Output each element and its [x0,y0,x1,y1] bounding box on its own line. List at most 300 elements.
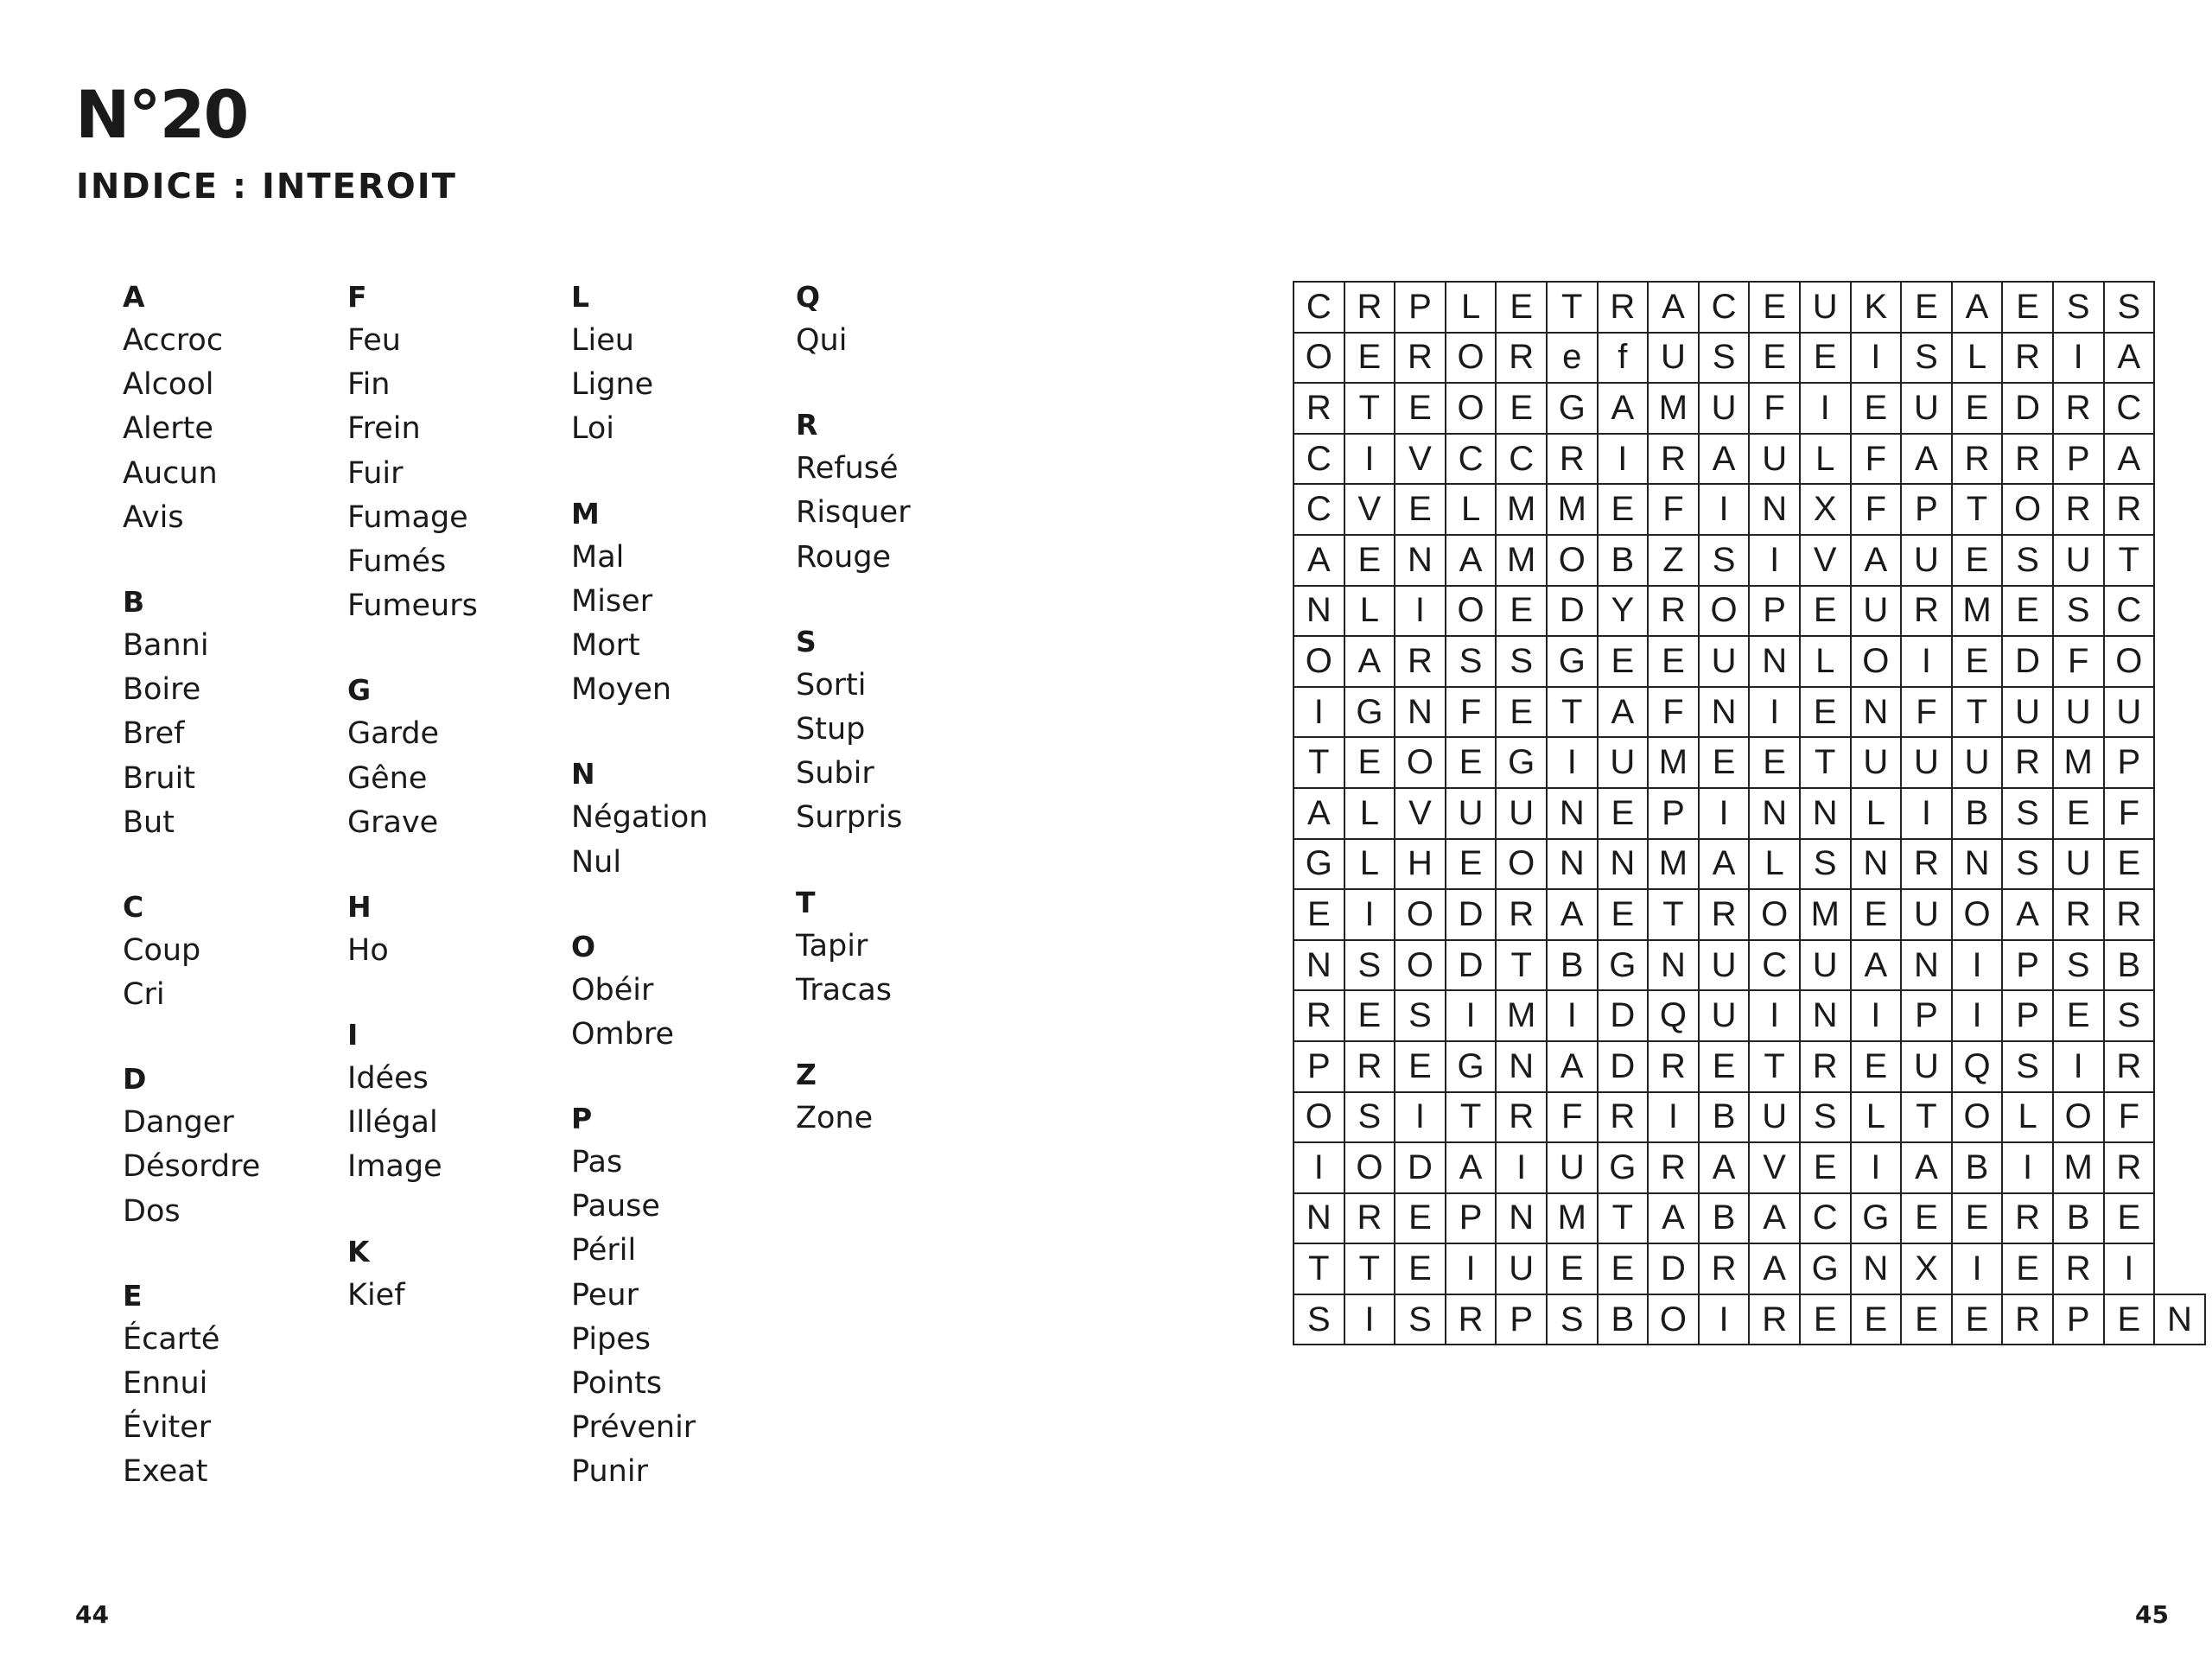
grid-cell[interactable]: A [1294,535,1344,586]
grid-cell[interactable]: L [1800,434,1851,485]
grid-cell[interactable]: C [1294,484,1344,535]
grid-cell[interactable]: A [1598,383,1649,434]
grid-cell[interactable]: L [1446,484,1497,535]
grid-cell[interactable]: O [1749,889,1800,940]
grid-cell[interactable]: D [1598,1041,1649,1092]
grid-cell[interactable]: X [1800,484,1851,535]
grid-cell[interactable]: E [1395,383,1446,434]
grid-cell[interactable]: U [1496,1243,1547,1294]
grid-cell[interactable]: O [1294,1092,1344,1143]
grid-cell[interactable]: R [1598,282,1649,333]
grid-cell[interactable]: E [2053,788,2104,839]
grid-cell[interactable]: Z [1648,535,1699,586]
grid-cell[interactable]: T [1952,484,2003,535]
grid-cell[interactable]: P [2053,434,2104,485]
grid-cell[interactable]: B [1699,1092,1750,1143]
grid-cell[interactable]: Q [1648,990,1699,1041]
grid-cell[interactable]: T [1598,1193,1649,1244]
grid-cell[interactable]: R [2002,737,2053,788]
grid-cell[interactable]: R [2104,1041,2155,1092]
grid-cell[interactable]: U [1699,383,1750,434]
grid-cell[interactable]: P [1496,1294,1547,1345]
grid-cell[interactable]: R [1699,1243,1750,1294]
grid-cell[interactable]: S [2104,990,2155,1041]
grid-cell[interactable]: E [1496,586,1547,637]
grid-cell[interactable]: A [1851,940,1902,991]
grid-cell[interactable]: T [1294,1243,1344,1294]
grid-cell[interactable]: A [2104,434,2155,485]
grid-cell[interactable]: O [1952,1092,2003,1143]
grid-cell[interactable]: I [1395,586,1446,637]
grid-cell[interactable]: B [1598,535,1649,586]
grid-cell[interactable]: B [2104,940,2155,991]
grid-cell[interactable]: A [1901,434,1952,485]
grid-cell[interactable]: T [1749,1041,1800,1092]
grid-cell[interactable]: O [1446,383,1497,434]
grid-cell[interactable]: E [1851,889,1902,940]
grid-cell[interactable]: V [1800,535,1851,586]
grid-cell[interactable]: Q [1952,1041,2003,1092]
grid-cell[interactable]: D [1598,990,1649,1041]
grid-cell[interactable]: A [1749,1193,1800,1244]
grid-cell[interactable]: A [1547,889,1598,940]
grid-cell[interactable]: R [1901,586,1952,637]
grid-cell[interactable]: N [1749,636,1800,687]
grid-cell[interactable]: E [1952,636,2003,687]
grid-cell[interactable]: E [1395,1243,1446,1294]
grid-cell[interactable]: U [1547,1142,1598,1193]
grid-cell[interactable]: S [1395,990,1446,1041]
grid-cell[interactable]: R [1648,1041,1699,1092]
grid-cell[interactable]: N [1800,990,1851,1041]
grid-cell[interactable]: R [2002,333,2053,384]
grid-cell[interactable]: D [1446,889,1497,940]
grid-cell[interactable]: T [1547,282,1598,333]
grid-cell[interactable]: O [2053,1092,2104,1143]
grid-cell[interactable]: T [2104,535,2155,586]
grid-cell[interactable]: F [1446,687,1497,738]
grid-cell[interactable]: G [1800,1243,1851,1294]
grid-cell[interactable]: I [1496,1142,1547,1193]
grid-cell[interactable]: U [1749,434,1800,485]
grid-cell[interactable]: A [1344,636,1395,687]
grid-cell[interactable]: V [1395,434,1446,485]
grid-cell[interactable]: U [1496,788,1547,839]
grid-cell[interactable]: S [2002,788,2053,839]
grid-cell[interactable]: U [1800,940,1851,991]
grid-cell[interactable]: I [1547,737,1598,788]
grid-cell[interactable]: U [1699,990,1750,1041]
grid-cell[interactable]: R [1294,990,1344,1041]
grid-cell[interactable]: U [2002,687,2053,738]
grid-cell[interactable]: O [1446,333,1497,384]
grid-cell[interactable]: R [2053,383,2104,434]
grid-cell[interactable]: E [1496,282,1547,333]
grid-cell[interactable]: M [1496,990,1547,1041]
grid-cell[interactable]: M [2053,1142,2104,1193]
grid-cell[interactable]: I [1952,940,2003,991]
grid-cell[interactable]: Y [1598,586,1649,637]
grid-cell[interactable]: U [1699,940,1750,991]
grid-cell[interactable]: A [1901,1142,1952,1193]
grid-cell[interactable]: A [1699,839,1750,890]
grid-cell[interactable]: N [1294,586,1344,637]
grid-cell[interactable]: T [1446,1092,1497,1143]
grid-cell[interactable]: L [1344,586,1395,637]
grid-cell[interactable]: E [1952,1294,2003,1345]
grid-cell[interactable]: R [1648,1142,1699,1193]
grid-cell[interactable]: E [1800,333,1851,384]
grid-cell[interactable]: I [1901,636,1952,687]
grid-cell[interactable]: N [1851,687,1902,738]
grid-cell[interactable]: E [2104,1193,2155,1244]
grid-cell[interactable]: A [1699,434,1750,485]
grid-cell[interactable]: U [1901,383,1952,434]
grid-cell[interactable]: M [1800,889,1851,940]
grid-cell[interactable]: R [2104,484,2155,535]
grid-cell[interactable]: I [2053,1041,2104,1092]
grid-cell[interactable]: R [1446,1294,1497,1345]
grid-cell[interactable]: I [1699,788,1750,839]
grid-cell[interactable]: f [1598,333,1649,384]
grid-cell[interactable]: E [1344,990,1395,1041]
grid-cell[interactable]: V [1344,484,1395,535]
grid-cell[interactable]: I [1800,383,1851,434]
grid-cell[interactable]: I [1749,535,1800,586]
grid-cell[interactable]: E [1446,839,1497,890]
grid-cell[interactable]: R [1648,586,1699,637]
grid-cell[interactable]: I [1749,990,1800,1041]
grid-cell[interactable]: E [1344,333,1395,384]
grid-cell[interactable]: E [1952,383,2003,434]
grid-cell[interactable]: G [1344,687,1395,738]
grid-cell[interactable]: e [1547,333,1598,384]
grid-cell[interactable]: O [1395,889,1446,940]
grid-cell[interactable]: B [2053,1193,2104,1244]
grid-cell[interactable]: R [1901,839,1952,890]
grid-cell[interactable]: E [1344,737,1395,788]
grid-cell[interactable]: N [1648,940,1699,991]
grid-cell[interactable]: I [1395,1092,1446,1143]
grid-cell[interactable]: E [1344,535,1395,586]
grid-cell[interactable]: B [1952,788,2003,839]
grid-cell[interactable]: R [2053,1243,2104,1294]
grid-cell[interactable]: T [1344,1243,1395,1294]
grid-cell[interactable]: N [1851,1243,1902,1294]
grid-cell[interactable]: R [1395,636,1446,687]
grid-cell[interactable]: N [1294,1193,1344,1244]
grid-cell[interactable]: G [1496,737,1547,788]
grid-cell[interactable]: C [1749,940,1800,991]
grid-cell[interactable]: I [1344,889,1395,940]
grid-cell[interactable]: E [1648,636,1699,687]
grid-cell[interactable]: N [1547,839,1598,890]
grid-cell[interactable]: I [1952,990,2003,1041]
grid-cell[interactable]: U [1851,737,1902,788]
grid-cell[interactable]: E [1851,1294,1902,1345]
grid-cell[interactable]: M [1648,737,1699,788]
grid-cell[interactable]: E [1598,1243,1649,1294]
grid-cell[interactable]: M [1648,839,1699,890]
grid-cell[interactable]: P [2002,940,2053,991]
grid-cell[interactable]: S [1294,1294,1344,1345]
grid-cell[interactable]: I [1446,990,1497,1041]
grid-cell[interactable]: R [2104,1142,2155,1193]
grid-cell[interactable]: T [1952,687,2003,738]
grid-cell[interactable]: L [1446,282,1497,333]
grid-cell[interactable]: U [1598,737,1649,788]
grid-cell[interactable]: N [1749,484,1800,535]
grid-cell[interactable]: L [1952,333,2003,384]
grid-cell[interactable]: R [2053,889,2104,940]
grid-cell[interactable]: R [1496,889,1547,940]
grid-cell[interactable]: U [1446,788,1497,839]
grid-cell[interactable]: N [1547,788,1598,839]
grid-cell[interactable]: O [1699,586,1750,637]
grid-cell[interactable]: E [1395,1193,1446,1244]
grid-cell[interactable]: A [1648,282,1699,333]
grid-cell[interactable]: G [1598,1142,1649,1193]
grid-cell[interactable]: S [1699,333,1750,384]
grid-cell[interactable]: E [1952,1193,2003,1244]
grid-cell[interactable]: G [1851,1193,1902,1244]
grid-cell[interactable]: E [1800,1294,1851,1345]
grid-cell[interactable]: E [1395,1041,1446,1092]
grid-cell[interactable]: O [1496,839,1547,890]
grid-cell[interactable]: I [1547,990,1598,1041]
grid-cell[interactable]: P [1648,788,1699,839]
grid-cell[interactable]: E [1749,333,1800,384]
grid-cell[interactable]: U [1901,737,1952,788]
grid-cell[interactable]: N [1800,788,1851,839]
grid-cell[interactable]: A [1547,1041,1598,1092]
grid-cell[interactable]: E [1598,484,1649,535]
grid-cell[interactable]: O [1648,1294,1699,1345]
grid-cell[interactable]: F [2053,636,2104,687]
grid-cell[interactable]: I [1344,1294,1395,1345]
grid-cell[interactable]: M [2053,737,2104,788]
grid-cell[interactable]: L [1344,788,1395,839]
grid-cell[interactable]: R [2002,434,2053,485]
grid-cell[interactable]: M [1496,484,1547,535]
grid-cell[interactable]: U [1749,1092,1800,1143]
grid-cell[interactable]: R [2002,1294,2053,1345]
grid-cell[interactable]: R [1598,1092,1649,1143]
grid-cell[interactable]: S [2053,586,2104,637]
grid-cell[interactable]: A [1699,1142,1750,1193]
grid-cell[interactable]: U [1901,535,1952,586]
grid-cell[interactable]: N [1598,839,1649,890]
grid-cell[interactable]: E [1901,282,1952,333]
grid-cell[interactable]: L [1851,1092,1902,1143]
grid-cell[interactable]: F [1851,484,1902,535]
grid-cell[interactable]: A [1598,687,1649,738]
grid-cell[interactable]: R [1344,282,1395,333]
grid-cell[interactable]: I [1294,1142,1344,1193]
grid-cell[interactable]: S [2053,940,2104,991]
grid-cell[interactable]: I [1648,1092,1699,1143]
grid-cell[interactable]: N [1851,839,1902,890]
grid-cell[interactable]: C [1446,434,1497,485]
grid-cell[interactable]: V [1395,788,1446,839]
grid-cell[interactable]: E [1749,737,1800,788]
grid-cell[interactable]: I [1294,687,1344,738]
grid-cell[interactable]: E [1699,737,1750,788]
grid-cell[interactable]: E [2002,586,2053,637]
grid-cell[interactable]: X [1901,1243,1952,1294]
grid-cell[interactable]: S [2002,839,2053,890]
grid-cell[interactable]: S [1344,1092,1395,1143]
grid-cell[interactable]: O [2104,636,2155,687]
grid-cell[interactable]: A [1749,1243,1800,1294]
grid-cell[interactable]: P [2104,737,2155,788]
grid-cell[interactable]: F [2104,1092,2155,1143]
grid-cell[interactable]: O [1851,636,1902,687]
grid-cell[interactable]: A [1294,788,1344,839]
grid-cell[interactable]: C [1699,282,1750,333]
grid-cell[interactable]: V [1749,1142,1800,1193]
grid-cell[interactable]: R [1648,434,1699,485]
grid-cell[interactable]: N [1496,1041,1547,1092]
grid-cell[interactable]: P [1446,1193,1497,1244]
grid-cell[interactable]: A [2104,333,2155,384]
grid-cell[interactable]: B [1699,1193,1750,1244]
grid-cell[interactable]: C [1294,282,1344,333]
grid-cell[interactable]: E [2104,1294,2155,1345]
grid-cell[interactable]: S [1446,636,1497,687]
grid-cell[interactable]: E [2053,990,2104,1041]
grid-cell[interactable]: R [1952,434,2003,485]
grid-cell[interactable]: I [1952,1243,2003,1294]
grid-cell[interactable]: N [1901,940,1952,991]
grid-cell[interactable]: E [1547,1243,1598,1294]
grid-cell[interactable]: P [1901,990,1952,1041]
grid-cell[interactable]: L [1800,636,1851,687]
grid-cell[interactable]: G [1446,1041,1497,1092]
grid-cell[interactable]: D [1446,940,1497,991]
grid-cell[interactable]: M [1547,484,1598,535]
grid-cell[interactable]: I [1699,484,1750,535]
grid-cell[interactable]: O [1294,636,1344,687]
grid-cell[interactable]: R [1496,333,1547,384]
grid-cell[interactable]: F [1851,434,1902,485]
grid-cell[interactable]: E [1598,788,1649,839]
grid-cell[interactable]: L [2002,1092,2053,1143]
grid-cell[interactable]: S [1547,1294,1598,1345]
grid-cell[interactable]: E [1699,1041,1750,1092]
grid-cell[interactable]: R [1699,889,1750,940]
grid-cell[interactable]: R [1800,1041,1851,1092]
grid-cell[interactable]: N [2154,1294,2205,1345]
grid-cell[interactable]: I [1749,687,1800,738]
grid-cell[interactable]: R [1496,1092,1547,1143]
grid-cell[interactable]: E [1598,889,1649,940]
grid-cell[interactable]: T [1800,737,1851,788]
grid-cell[interactable]: T [1547,687,1598,738]
grid-cell[interactable]: E [1851,1041,1902,1092]
grid-cell[interactable]: R [1344,1041,1395,1092]
grid-cell[interactable]: I [1598,434,1649,485]
grid-cell[interactable]: I [2002,1142,2053,1193]
grid-cell[interactable]: F [1648,484,1699,535]
grid-cell[interactable]: L [1344,839,1395,890]
grid-cell[interactable]: E [1901,1193,1952,1244]
grid-cell[interactable]: O [2002,484,2053,535]
grid-cell[interactable]: M [1648,383,1699,434]
grid-cell[interactable]: P [1294,1041,1344,1092]
grid-cell[interactable]: S [1344,940,1395,991]
grid-cell[interactable]: S [2053,282,2104,333]
grid-cell[interactable]: S [1395,1294,1446,1345]
grid-cell[interactable]: E [1496,687,1547,738]
grid-cell[interactable]: E [1294,889,1344,940]
grid-cell[interactable]: I [1901,788,1952,839]
grid-cell[interactable]: N [1294,940,1344,991]
grid-cell[interactable]: B [1952,1142,2003,1193]
grid-cell[interactable]: B [1547,940,1598,991]
grid-cell[interactable]: O [1344,1142,1395,1193]
grid-cell[interactable]: D [2002,383,2053,434]
grid-cell[interactable]: U [2104,687,2155,738]
grid-cell[interactable]: C [2104,586,2155,637]
grid-cell[interactable]: R [1749,1294,1800,1345]
grid-cell[interactable]: D [1395,1142,1446,1193]
grid-cell[interactable]: U [2053,839,2104,890]
grid-cell[interactable]: F [1901,687,1952,738]
grid-cell[interactable]: D [1547,586,1598,637]
grid-cell[interactable]: E [1800,586,1851,637]
grid-cell[interactable]: R [1395,333,1446,384]
grid-cell[interactable]: E [2002,1243,2053,1294]
grid-cell[interactable]: U [2053,535,2104,586]
grid-cell[interactable]: S [2002,1041,2053,1092]
grid-cell[interactable]: I [1851,1142,1902,1193]
grid-cell[interactable]: E [1800,1142,1851,1193]
grid-cell[interactable]: I [1446,1243,1497,1294]
grid-cell[interactable]: F [1547,1092,1598,1143]
grid-cell[interactable]: G [1547,636,1598,687]
grid-cell[interactable]: U [2053,687,2104,738]
grid-cell[interactable]: E [2002,282,2053,333]
grid-cell[interactable]: N [1395,687,1446,738]
grid-cell[interactable]: U [1800,282,1851,333]
grid-cell[interactable]: U [1901,1041,1952,1092]
grid-cell[interactable]: K [1851,282,1902,333]
grid-cell[interactable]: R [1344,1193,1395,1244]
grid-cell[interactable]: R [1294,383,1344,434]
grid-cell[interactable]: M [1547,1193,1598,1244]
grid-cell[interactable]: A [2002,889,2053,940]
grid-cell[interactable]: A [1952,282,2003,333]
grid-cell[interactable]: O [1547,535,1598,586]
grid-cell[interactable]: U [1851,586,1902,637]
grid-cell[interactable]: R [2002,1193,2053,1244]
grid-cell[interactable]: P [2002,990,2053,1041]
grid-cell[interactable]: I [2104,1243,2155,1294]
grid-cell[interactable]: R [1547,434,1598,485]
grid-cell[interactable]: U [1901,889,1952,940]
grid-cell[interactable]: E [1901,1294,1952,1345]
grid-cell[interactable]: E [1851,383,1902,434]
grid-cell[interactable]: I [2053,333,2104,384]
grid-cell[interactable]: E [1800,687,1851,738]
grid-cell[interactable]: T [1294,737,1344,788]
grid-cell[interactable]: E [1598,636,1649,687]
grid-cell[interactable]: G [1547,383,1598,434]
grid-cell[interactable]: E [1749,282,1800,333]
grid-cell[interactable]: N [1395,535,1446,586]
grid-cell[interactable]: M [1952,586,2003,637]
